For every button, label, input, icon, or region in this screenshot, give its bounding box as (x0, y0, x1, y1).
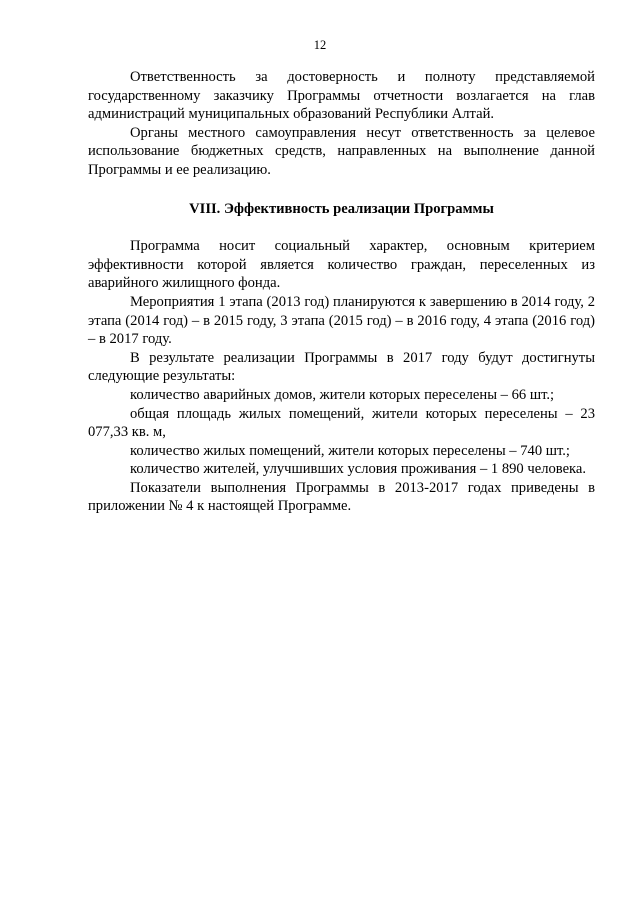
result-item-residents: количество жителей, улучшивших условия проживания – 1 890 человека. (130, 461, 587, 478)
paragraph-responsibility-budget: Органы местного самоуправления несут ответственность за целевое использование бюджетных средств, направленных на выполнение данной Программы и ее реализацию. (88, 124, 595, 178)
result-item-area: общая площадь жилых помещений, жители которых переселены – 23 077,33 кв. м, (88, 405, 595, 441)
document-body (88, 68, 595, 516)
result-item-premises: количество жилых помещений, жители которых переселены – 740 шт.; (130, 442, 570, 459)
page-number: 12 (313, 38, 327, 52)
paragraph-indicators-reference: Показатели выполнения Программы в 2013-2017 годах приведены в приложении № 4 к настоящей Программе. (88, 479, 595, 515)
section-heading: VIII. Эффективность реализации Программы (189, 200, 494, 217)
paragraph-results-intro: В результате реализации Программы в 2017 году будут достигнуты следующие результаты: (88, 349, 595, 385)
paragraph-stages-schedule: Мероприятия 1 этапа (2013 год) планируются к завершению в 2014 году, 2 этапа (2014 год) – в 2015 году, 3 этапа (2015 год) – в 2016 году, 4 этапа (2016 год) – в 2017 году. (88, 293, 595, 348)
paragraph-program-criterion: Программа носит социальный характер, основным критерием эффективности которой является количество граждан, переселенных из аварийного жилищного фонда. (88, 238, 595, 292)
result-item-houses: количество аварийных домов, жители которых переселены – 66 шт.; (130, 386, 555, 403)
paragraph-responsibility-reporting: Ответственность за достоверность и полноту представляемой государственному заказчику Программы отчетности возлагается на глав администраций муниципальных образований Республики Алтай. (88, 69, 595, 123)
